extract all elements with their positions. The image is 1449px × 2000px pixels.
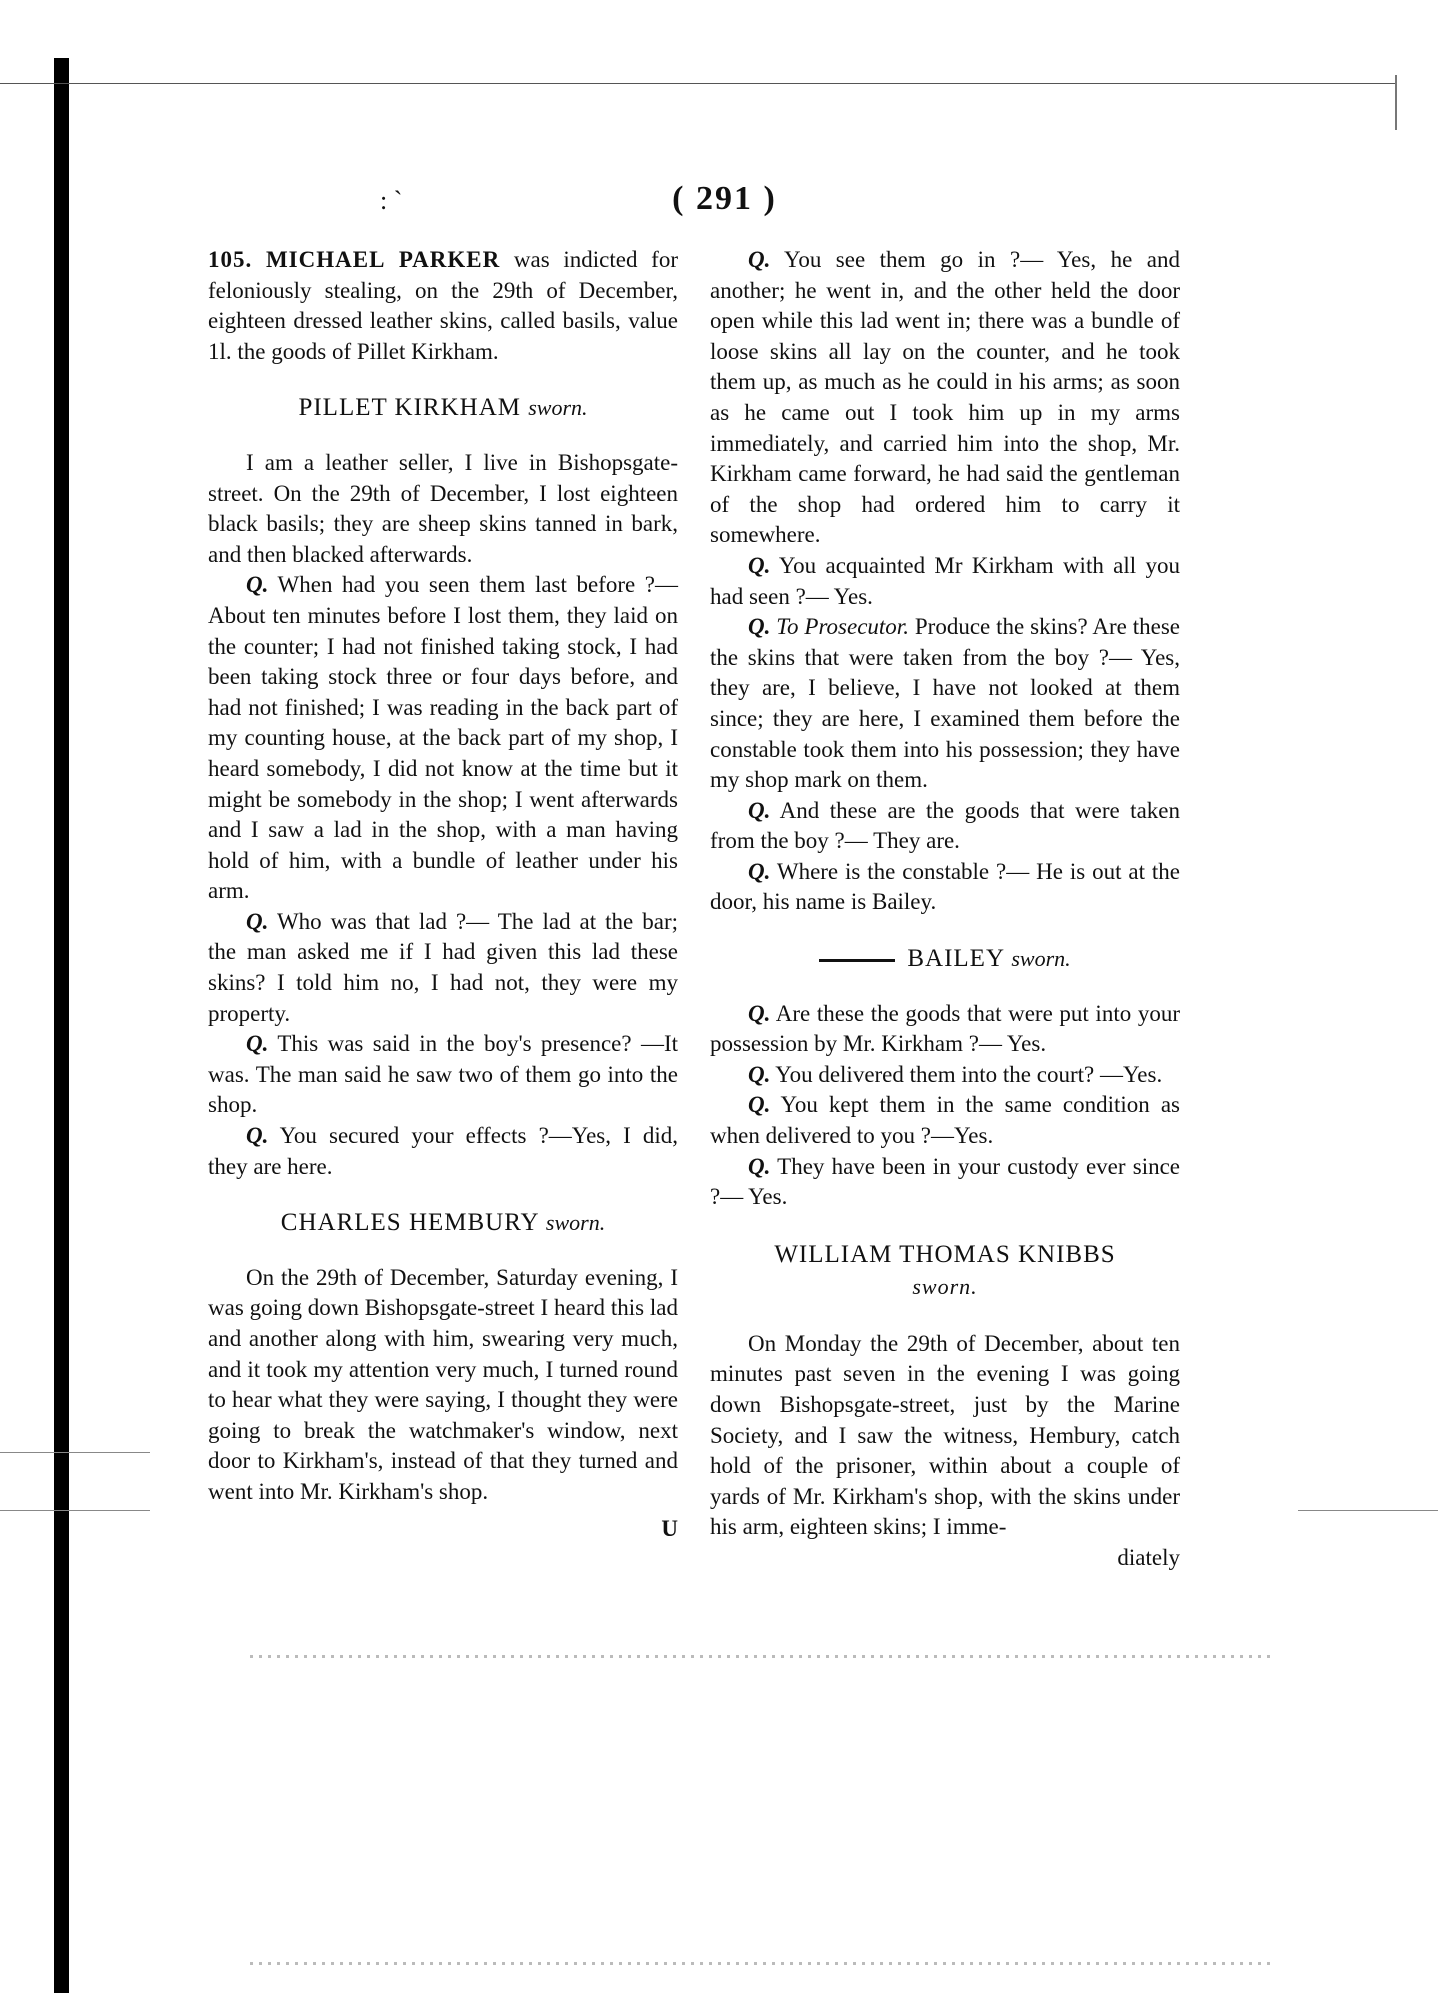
book-spine-shadow (54, 58, 69, 1993)
right-column (710, 245, 1180, 1574)
question-mark-glyph: Q. (748, 614, 771, 640)
signature-mark: U (661, 1515, 678, 1541)
witness-name: BAILEY (907, 945, 1005, 973)
question-paragraph (710, 1090, 1180, 1151)
question-mark-glyph: Q. (748, 797, 771, 823)
scan-noise-dots (250, 1655, 1270, 1658)
question-paragraph (710, 796, 1180, 857)
question-text: This was said in the boy's presence? —It was. The man said he saw two of them go into the shop. (208, 1031, 678, 1118)
question-text: And these are the goods that were taken from the boy ?— They are. (710, 797, 1180, 854)
question-mark-glyph: Q. (748, 858, 771, 884)
left-column (208, 245, 678, 1544)
indictment-text: was indicted for feloniously stealing, on the 29th of December, eighteen dressed leather skins, called basils, value 1l. the goods of Pillet Kirkham. (208, 247, 678, 364)
question-text: You kept them in the same condition as when delivered to you ?—Yes. (710, 1092, 1180, 1149)
question-mark-glyph: Q. (748, 1000, 771, 1026)
question-paragraph (208, 1029, 678, 1121)
question-paragraph (710, 1060, 1180, 1091)
scan-margin-dash (1298, 1510, 1438, 1511)
question-paragraph (710, 245, 1180, 551)
sworn-label: sworn. (912, 1273, 978, 1299)
question-text: Who was that lad ?— The lad at the bar; the man asked me if I had given this lad these skins? I told him no, I had not, they were my property. (208, 908, 678, 1026)
witness-name: CHARLES HEMBURY (280, 1209, 539, 1237)
question-text: When had you seen them last before ?— About ten minutes before I lost them, they laid on the counter; I had not finished taking stock, I had been taking stock three or four days before, and had not finished; I was reading in the back part of my counting house, at the back part of my shop, I heard somebody, I did not know at the time but it might be somebody in the shop; I went afterwards and I saw a lad in the shop, with a man having hold of him, with a bundle of leather under his arm. (208, 572, 678, 904)
scan-margin-dash (0, 1510, 150, 1511)
question-mark-glyph: Q. (246, 1123, 269, 1149)
testimony-paragraph: On the 29th of December, Saturday evening, I was going down Bishopsgate-street I heard this lad and another along with him, swearing very much, and it took my attention very much, I turned round to hear what they were saying, I thought they were going to break the watchmaker's window, next door to Kirkham's, instead of that they turned and went into Mr. Kirkham's shop. (208, 1264, 678, 1504)
question-text: You delivered them into the court? —Yes. (770, 1061, 1163, 1087)
scan-edge-mark (1395, 75, 1397, 130)
question-paragraph (710, 551, 1180, 612)
question-mark-glyph: Q. (748, 1153, 771, 1179)
question-mark-glyph: Q. (246, 1031, 269, 1057)
question-mark-glyph: Q. (246, 908, 269, 934)
page-top-marks: : ` (380, 186, 403, 215)
question-paragraph (710, 999, 1180, 1060)
question-mark-glyph: Q. (748, 552, 771, 578)
question-text: Produce the skins? Are these the skins that were taken from the boy ?— Yes, they are, I believe, I have not looked at them since; they are here, I examined them before the constable took them into his possession; they have my shop mark on them. (710, 614, 1180, 793)
defendant-name: MICHAEL PARKER (265, 247, 501, 272)
question-mark-glyph: Q. (748, 1092, 771, 1118)
question-paragraph (208, 907, 678, 1029)
witness-heading (208, 1208, 678, 1239)
sworn-label: sworn. (1011, 946, 1071, 972)
scan-noise-dots (250, 1962, 1270, 1965)
question-mark-glyph: Q. (246, 572, 269, 598)
sworn-label: sworn. (545, 1210, 606, 1236)
question-paragraph (208, 1121, 678, 1182)
question-text: Where is the constable ?— He is out at the door, his name is Bailey. (710, 858, 1180, 915)
witness-name: WILLIAM THOMAS KNIBBS (774, 1240, 1116, 1268)
question-text: You acquainted Mr Kirkham with all you had seen ?— Yes. (710, 552, 1180, 609)
question-mark-glyph: Q. (748, 247, 771, 272)
catchword: diately (1117, 1544, 1180, 1570)
to-prosecutor-label: To Prosecutor. (776, 614, 909, 640)
testimony-paragraph: I am a leather seller, I live in Bishopsgate-street. On the 29th of December, I lost eighteen black basils; they are sheep skins tanned in bark, and then blacked afterwards. (208, 449, 678, 567)
scan-top-rule (0, 83, 1395, 84)
question-text: They have been in your custody ever since ?— Yes. (710, 1153, 1180, 1210)
question-paragraph (710, 612, 1180, 796)
question-paragraph (710, 1152, 1180, 1213)
question-text: You secured your effects ?—Yes, I did, they are here. (208, 1123, 678, 1179)
testimony-paragraph: On Monday the 29th of December, about ten minutes past seven in the evening I was going down Bishopsgate-street, just by the Marine Society, and I saw the witness, Hembury, catch hold of the prisoner, within about a couple of yards of Mr. Kirkham's shop, with the skins under his arm, eighteen skins; I imme- (710, 1330, 1180, 1540)
witness-heading (710, 1239, 1180, 1303)
question-paragraph (208, 570, 678, 907)
case-number: 105. (208, 247, 253, 272)
case-intro (208, 245, 678, 367)
witness-heading (208, 393, 678, 424)
question-paragraph (710, 857, 1180, 918)
sworn-label: sworn. (528, 395, 588, 421)
question-text: Are these the goods that were put into your possession by Mr. Kirkham ?— Yes. (710, 1000, 1180, 1057)
question-mark-glyph: Q. (748, 1061, 771, 1087)
heading-rule (819, 959, 895, 962)
page-number: ( 291 ) (672, 180, 777, 217)
witness-name: PILLET KIRKHAM (298, 394, 521, 422)
question-text: You see them go in ?— Yes, he and another; he went in, and the other held the door open while this lad went in; there was a bundle of loose skins all lay on the counter, and he took them up, as much as he could in his arms; as soon as he came out I took him up in my arms immediately, and carried him into the shop, Mr. Kirkham came forward, he had said the gentleman of the shop had ordered him to carry it somewhere. (710, 247, 1180, 548)
witness-heading (710, 944, 1180, 975)
scan-margin-dash (0, 1452, 150, 1453)
